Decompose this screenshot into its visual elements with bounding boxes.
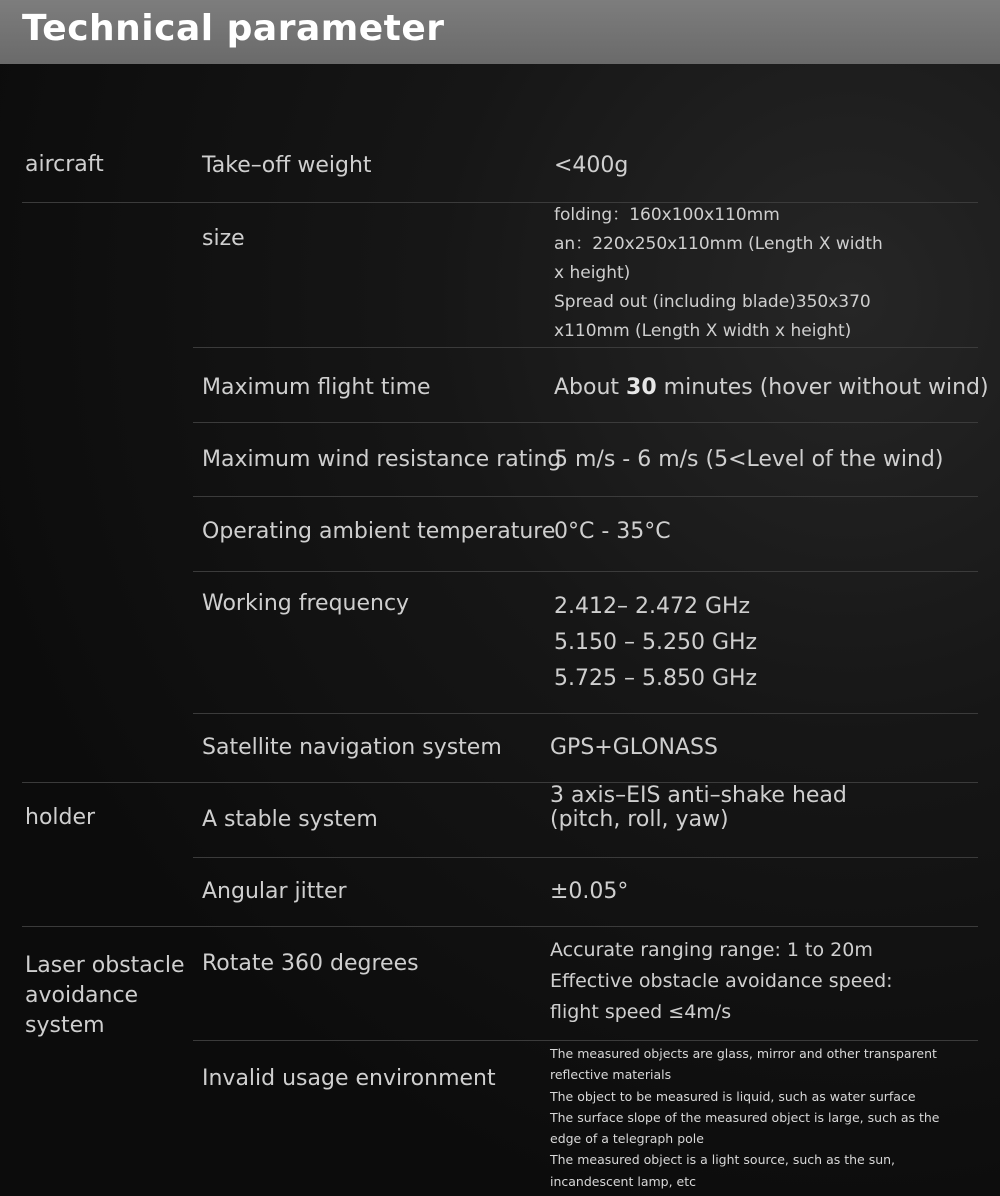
- value-rotate-line: Effective obstacle avoidance speed:: [550, 970, 893, 992]
- value-takeoff-weight: <400g: [554, 153, 629, 178]
- value-flight-time-suffix: minutes (hover without wind): [656, 375, 989, 400]
- value-size-line: an：220x250x110mm (Length X width: [554, 234, 883, 254]
- value-invalid-line: incandescent lamp, etc: [550, 1173, 697, 1189]
- row-divider: [193, 422, 978, 423]
- value-frequency-line: 2.412– 2.472 GHz: [554, 594, 751, 619]
- value-invalid-line: The object to be measured is liquid, such as water surface: [550, 1088, 916, 1104]
- header-bar: [0, 0, 1000, 64]
- category-aircraft: aircraft: [25, 152, 104, 177]
- row-divider: [193, 496, 978, 497]
- row-divider: [22, 926, 978, 927]
- value-invalid-line: The measured objects are glass, mirror and other transparent: [550, 1046, 937, 1061]
- value-stable-system: [550, 784, 847, 832]
- value-size-line: folding：160x100x110mm: [554, 205, 780, 225]
- row-divider: [193, 713, 978, 714]
- label-frequency: Working frequency: [202, 591, 410, 616]
- value-rotate: [550, 935, 893, 1028]
- label-stable-system: A stable system: [202, 807, 378, 832]
- page-title: Technical parameter: [22, 8, 445, 49]
- value-flight-time: [554, 375, 989, 400]
- value-stable-system-line: 3 axis–EIS anti–shake head: [550, 783, 847, 808]
- label-flight-time: Maximum flight time: [202, 375, 431, 400]
- value-invalid-line: The surface slope of the measured object is large, such as the: [550, 1109, 940, 1125]
- value-angular-jitter: ±0.05°: [550, 879, 629, 904]
- category-holder: holder: [25, 805, 96, 830]
- value-size: [554, 201, 883, 346]
- label-invalid-environment: Invalid usage environment: [202, 1066, 496, 1091]
- value-wind-resistance: 5 m/s - 6 m/s (5<Level of the wind): [554, 447, 944, 472]
- value-flight-time-number: 30: [626, 375, 657, 400]
- value-invalid-line: edge of a telegraph pole: [550, 1131, 704, 1147]
- value-invalid-environment: [550, 1043, 940, 1192]
- label-temperature: Operating ambient temperature: [202, 519, 556, 544]
- label-angular-jitter: Angular jitter: [202, 879, 347, 904]
- row-divider: [193, 571, 978, 572]
- category-laser-line: Laser obstacle: [25, 953, 185, 978]
- label-satellite: Satellite navigation system: [202, 735, 502, 760]
- row-divider: [193, 857, 978, 858]
- value-invalid-line: The measured object is a light source, such as the sun,: [550, 1152, 896, 1168]
- value-size-line: x height): [554, 263, 631, 283]
- value-flight-time-prefix: About: [554, 375, 627, 400]
- category-laser-line: avoidance: [25, 983, 139, 1008]
- value-invalid-line: reflective materials: [550, 1067, 672, 1083]
- value-frequency: [554, 589, 757, 697]
- label-takeoff-weight: Take–off weight: [202, 153, 372, 178]
- value-satellite: GPS+GLONASS: [550, 735, 718, 760]
- value-size-line: Spread out (including blade)350x370: [554, 292, 871, 312]
- value-size-line: x110mm (Length X width x height): [554, 321, 852, 341]
- value-frequency-line: 5.725 – 5.850 GHz: [554, 666, 758, 691]
- value-frequency-line: 5.150 – 5.250 GHz: [554, 630, 758, 655]
- category-laser: [25, 951, 185, 1041]
- label-rotate: Rotate 360 degrees: [202, 951, 419, 976]
- value-rotate-line: flight speed ≤4m/s: [550, 1001, 732, 1023]
- row-divider: [193, 347, 978, 348]
- value-stable-system-line: (pitch, roll, yaw): [550, 807, 729, 832]
- value-temperature: 0°C - 35°C: [554, 519, 671, 544]
- row-divider: [193, 1040, 978, 1041]
- value-rotate-line: Accurate ranging range: 1 to 20m: [550, 939, 873, 961]
- category-laser-line: system: [25, 1013, 105, 1038]
- label-size: size: [202, 226, 245, 251]
- label-wind-resistance: Maximum wind resistance rating: [202, 447, 562, 472]
